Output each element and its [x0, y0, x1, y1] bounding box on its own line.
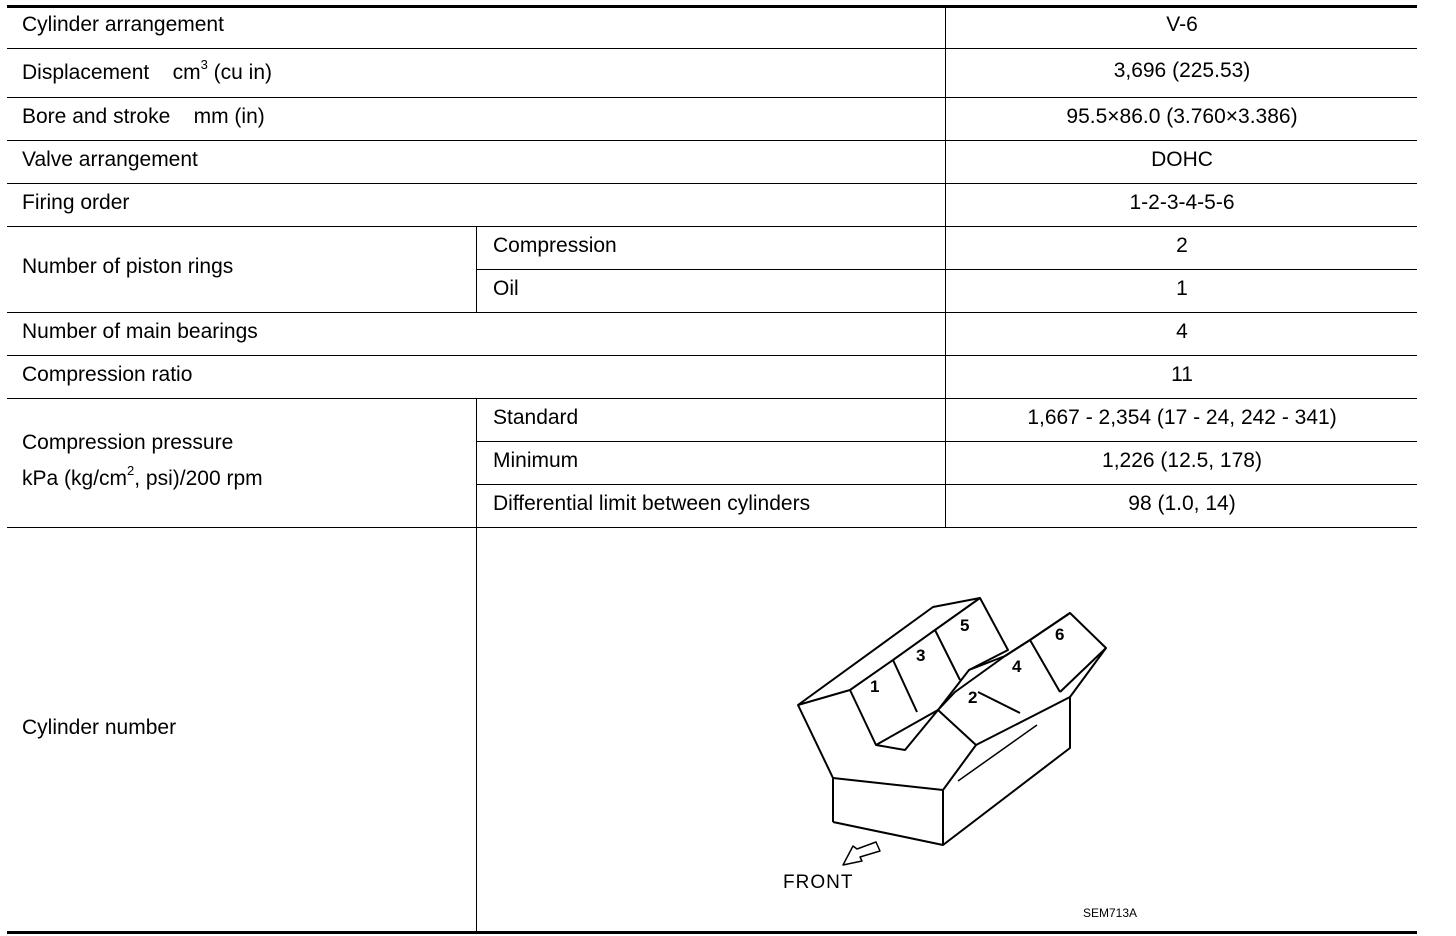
row-divider: [7, 398, 1417, 399]
compression-standard-label: Standard: [493, 406, 579, 429]
figure-code: SEM713A: [1083, 906, 1138, 920]
valve-arrangement-label: Valve arrangement: [22, 148, 198, 171]
compression-ratio-label: Compression ratio: [22, 363, 193, 386]
bore-stroke-label-text: Bore and stroke: [22, 105, 171, 128]
displacement-label: [22, 57, 272, 85]
piston-rings-oil-label: Oil: [493, 277, 519, 300]
compression-standard-value: 1,667 - 2,354 (17 - 24, 242 - 341): [1027, 406, 1337, 429]
compression-minimum-label: Minimum: [493, 449, 579, 472]
row-divider: [7, 527, 1417, 528]
firing-order-value: 1-2-3-4-5-6: [1129, 191, 1235, 214]
row-divider: [7, 355, 1417, 356]
row-divider: [476, 269, 1417, 270]
row-divider: [476, 484, 1417, 485]
compression-minimum-value: 1,226 (12.5, 178): [1102, 449, 1262, 472]
compression-pressure-unit-a: kPa (kg/cm: [22, 467, 128, 490]
bore-stroke-value: 95.5×86.0 (3.760×3.386): [1066, 105, 1298, 128]
front-label: FRONT: [783, 872, 854, 893]
compression-differential-value: 98 (1.0, 14): [1128, 492, 1236, 515]
compression-pressure-unit-b: , psi)/200 rpm: [134, 467, 263, 490]
main-bearings-value: 4: [1176, 320, 1188, 343]
compression-pressure-label-line2: [22, 463, 263, 491]
row-divider: [7, 48, 1417, 49]
displacement-unit-suffix: (cu in): [207, 61, 272, 84]
compression-differential-label: Differential limit between cylinders: [493, 492, 811, 515]
compression-ratio-value: 11: [1171, 363, 1193, 386]
cylinder-label: 6: [1055, 625, 1065, 644]
valve-arrangement-value: DOHC: [1151, 148, 1213, 171]
column-divider: [476, 226, 477, 313]
compression-pressure-label-line1: Compression pressure: [22, 431, 234, 454]
piston-rings-oil-value: 1: [1176, 277, 1188, 300]
column-divider: [476, 398, 477, 933]
row-divider: [7, 183, 1417, 184]
piston-rings-compression-value: 2: [1176, 234, 1188, 257]
cylinder-label: 3: [916, 646, 926, 665]
row-divider: [7, 97, 1417, 98]
piston-rings-compression-label: Compression: [493, 234, 617, 257]
piston-rings-label: Number of piston rings: [22, 255, 234, 278]
row-divider: [7, 226, 1417, 227]
bore-stroke-unit: mm (in): [193, 105, 265, 128]
cylinder-arrangement-value: V-6: [1166, 13, 1198, 36]
cylinder-label: 5: [960, 616, 970, 635]
row-divider: [7, 140, 1417, 141]
cylinder-label: 2: [968, 688, 978, 707]
cylinder-arrangement-label: Cylinder arrangement: [22, 13, 224, 36]
displacement-unit-prefix: cm: [172, 61, 201, 84]
row-divider: [476, 441, 1417, 442]
cylinder-label: 4: [1012, 657, 1022, 676]
column-divider: [945, 5, 946, 528]
row-divider: [7, 312, 1417, 313]
table-top-border: [7, 5, 1417, 8]
displacement-unit-sup: 3: [200, 57, 208, 72]
main-bearings-label: Number of main bearings: [22, 320, 258, 343]
cylinder-label: 1: [870, 677, 880, 696]
cylinder-number-label: Cylinder number: [22, 716, 177, 739]
compression-pressure-unit-sup: 2: [127, 463, 135, 478]
displacement-value: 3,696 (225.53): [1113, 59, 1251, 82]
displacement-label-text: Displacement: [22, 61, 150, 84]
table-bottom-border: [7, 931, 1417, 934]
bore-stroke-label: [22, 105, 265, 129]
engine-block-diagram: [478, 530, 1416, 930]
firing-order-label: Firing order: [22, 191, 130, 214]
front-arrow-icon: [843, 842, 880, 865]
